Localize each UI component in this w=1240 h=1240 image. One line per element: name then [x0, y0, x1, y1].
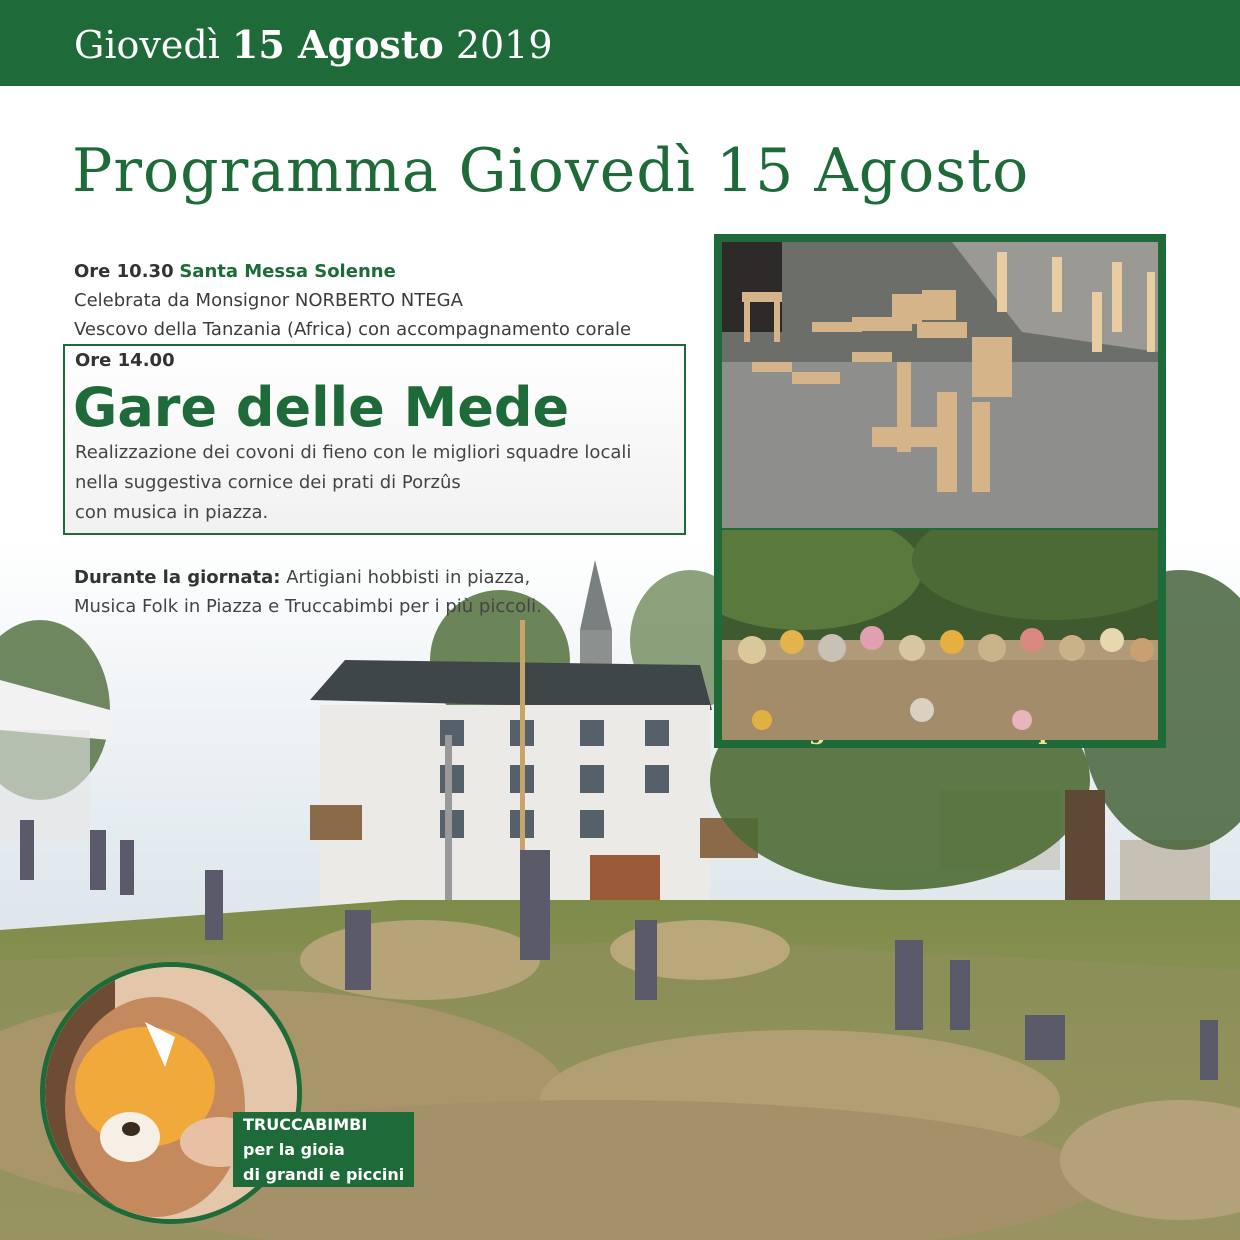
durante-line2: Musica Folk in Piazza e Truccabimbi per i più piccoli.: [74, 596, 542, 617]
header-day: Giovedì: [74, 23, 220, 67]
gare-line1: Realizzazione dei covoni di fieno con le migliori squadre locali: [75, 442, 632, 463]
truccabimbi-line1: TRUCCABIMBI: [238, 1115, 372, 1134]
gare-description: [75, 438, 631, 528]
durante-label: Durante la giornata:: [74, 567, 281, 588]
durante-giornata: [74, 563, 542, 621]
messa-time: Ore 10.30: [74, 261, 174, 282]
header-year: 2019: [455, 23, 553, 67]
gare-time: Ore 14.00: [75, 350, 175, 371]
gare-title: Gare delle Mede: [73, 376, 570, 439]
gare-box: [63, 344, 686, 535]
messa-line1: Celebrata da Monsignor NORBERTO NTEGA: [74, 290, 463, 311]
truccabimbi-label: [233, 1112, 414, 1187]
header-date: [74, 22, 553, 67]
gare-line3: con musica in piazza.: [75, 502, 269, 523]
handicraft-table-photo: [722, 528, 1158, 740]
truccabimbi-line3: di grandi e piccini: [238, 1165, 409, 1184]
truccabimbi-line2: per la gioia: [238, 1140, 350, 1159]
header-date-bold: 15 Agosto: [231, 22, 444, 67]
program-messa: [74, 257, 631, 344]
gare-line2: nella suggestiva cornice dei prati di Porzûs: [75, 472, 461, 493]
messa-title: Santa Messa Solenne: [179, 261, 396, 282]
messa-line2: Vescovo della Tanzania (Africa) con accompagnamento corale: [74, 319, 632, 340]
page-title: Programma Giovedì 15 Agosto: [72, 136, 1030, 206]
header-bar: [0, 0, 1240, 86]
durante-text1: Artigiani hobbisti in piazza,: [286, 567, 531, 588]
